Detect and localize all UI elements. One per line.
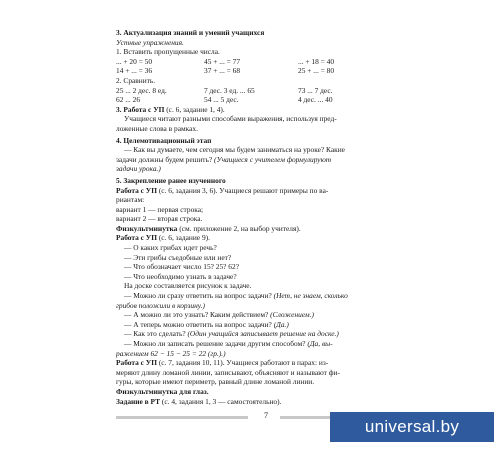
exercise-cell: 25 ... 2 дес. 8 ед. [116,85,167,95]
page-number: 7 [264,411,268,420]
task-3-label: 3. Работа с УП [116,104,165,114]
paragraph-line: гуры, которые имеют периметр, равный длине ломаной линии. [116,377,315,387]
text-run: (см. приложение 2, на выбор учителя). [177,223,301,233]
task-3-text [116,105,416,115]
exercise-cell: ... + 20 = 50 [116,56,153,66]
exercise-cell: 37 + ... = 68 [204,66,241,76]
text-run: — Как это сделать? [124,329,188,339]
paragraph-line [116,339,416,349]
exercise-cell: 54 ... 5 дес. [204,95,239,105]
paragraph-line [116,320,416,330]
paragraph-line: — Эти грибы съедобные или нет? [124,252,232,262]
paragraph-line: грибов положили в корзину.) [116,300,205,310]
watermark-banner: universal.by [330,412,494,442]
italic-run: (Сложением.) [270,310,314,320]
page-body [116,28,416,406]
paragraph-line [116,233,416,243]
text-run: задачи должны будем решить? [116,154,215,164]
task-1-text: 1. Вставить пропущенные числа. [116,47,220,57]
paragraph-line: вариант 1 — первая строка; [116,204,204,214]
exercise-row [116,57,416,67]
paragraph-line: ражением 62 − 15 − 25 = 22 (гр.).) [116,348,226,358]
exercise-cell: 14 + ... = 36 [116,66,153,76]
section-5-heading: 5. Закрепление ранее изученного [116,175,226,185]
paragraph-line [116,224,416,234]
paragraph-line [116,397,416,407]
section-4-heading: 4. Целемотивационный этап [116,135,212,145]
bold-run: Задание в РТ [116,396,161,406]
italic-run: (Да, вы- [307,339,333,348]
task-2-text: 2. Сравнить. [116,75,156,85]
text-run: — А теперь можно ответить на вопрос задачи? [124,319,274,329]
exercise-row [116,66,416,76]
exercise-cell: 7 дес. 3 ед. ... 65 [204,85,255,95]
text-run: (с. 4, задания 1, 3 — самостоятельно). [160,396,282,406]
paragraph-line [116,186,416,196]
paragraph-line [116,358,416,368]
exercise-cell: 4 дес. ... 40 [298,95,333,105]
text-run: — Можно ли записать решение задачи другим способом? [124,339,308,348]
paragraph-line: вариант 2 — вторая строка. [116,214,203,224]
paragraph-line: задачи урока.) [116,164,161,174]
paragraph-line: Физкультминутка для глаз. [116,386,209,396]
exercise-cell: 25 + ... = 80 [298,66,335,76]
paragraph-line: — О каких грибах идет речь? [124,243,217,253]
section-3-subheading: Устные упражнения. [116,37,184,47]
paragraph-line: риантам: [116,195,145,205]
bold-run: Физкультминутка [116,223,178,233]
section-3-heading: 3. Актуализация знаний и умений учащихся [116,28,265,37]
italic-run: (Один учащийся записывает решение на доске.) [187,329,339,339]
text-run: (с. 6, задания 3, 6). Учащиеся решают примеры по ва- [156,185,329,195]
bold-run: Работа с УП [116,185,157,195]
exercise-cell: 73 ... 7 дес. [298,85,333,95]
paragraph-line [116,291,416,301]
paragraph-line: — Что необходимо узнать в задаче? [124,271,237,281]
paragraph-line: — Как вы думаете, чем сегодня мы будем заниматься на уроке? Какие [124,145,345,155]
exercise-cell: ... + 18 = 40 [298,56,335,66]
italic-run: (Да.) [273,319,289,329]
italic-run: (Нет, не знаем, сколько [273,291,348,301]
italic-run: (Учащиеся с учителем формулируют [214,154,332,164]
paragraph-line: ложенные слова в рамках. [116,123,198,133]
text-run: (с. 6, задание 9). [156,233,210,243]
text-run: (с. 7, задания 10, 11). Учащиеся работают в парах: из- [156,358,329,368]
paragraph-line: — Что обозначает число 15? 25? 62? [124,262,239,272]
exercise-cell: 62 ... 26 [116,95,141,105]
exercise-row [116,95,416,105]
text-run: — А можно ли это узнать? Каким действием? [124,310,271,320]
text-run: — Можно ли сразу ответить на вопрос задачи? [124,291,274,301]
paragraph-line: На доске составляется рисунок к задаче. [124,281,252,291]
paragraph-line [116,155,416,165]
paragraph-line [116,329,416,339]
exercise-row [116,86,416,96]
bold-run: Работа с УП [116,358,157,368]
bold-run: Работа с УП [116,233,157,243]
paragraph-line: Учащиеся читают разными способами выражения, используя пред- [124,114,337,124]
paragraph-line [116,310,416,320]
task-3-ref: (с. 6, задание 1, 4). [164,104,225,114]
paragraph-line: меряют длину ломаной линии, записывают, объясняют и называют фи- [116,367,340,377]
exercise-cell: 45 + ... = 77 [204,56,241,66]
